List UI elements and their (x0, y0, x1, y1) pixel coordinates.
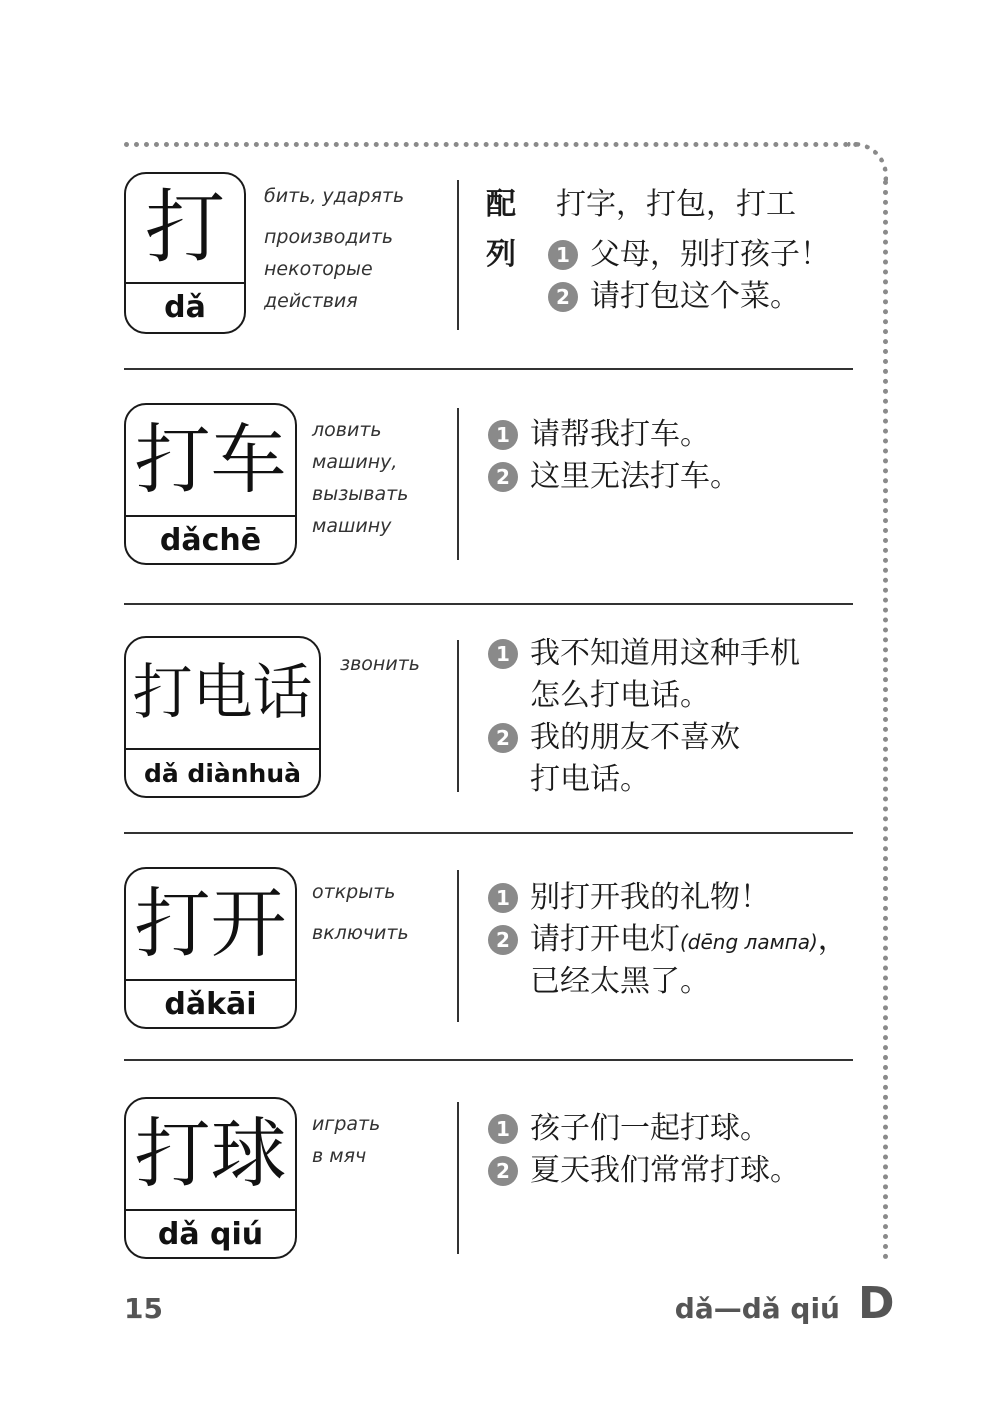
word-hanzi: 打开 (134, 879, 287, 968)
word-meaning (312, 1108, 380, 1172)
word-pinyin: dǎchē (159, 523, 262, 558)
page-number: 15 (124, 1292, 163, 1325)
word-hanzi: 打 (145, 181, 225, 274)
dotted-border-corner (848, 142, 888, 182)
collocation-label (486, 180, 516, 280)
word-pinyin: dǎ (164, 290, 206, 325)
example-punct: ， (817, 922, 848, 957)
card-divider (126, 282, 244, 284)
running-head: dǎ—dǎ qiú (674, 1292, 840, 1325)
example-number-badge: 2 (548, 282, 578, 312)
word-pinyin: dǎ diànhuà (143, 759, 302, 788)
column-divider (457, 180, 459, 330)
example-number-badge: 2 (488, 925, 518, 955)
meaning-line: ловить (312, 419, 382, 441)
example-text: 已经太黑了。 (530, 964, 710, 999)
word-card (124, 1097, 297, 1259)
card-divider (126, 1209, 295, 1211)
meaning-line: производить (264, 226, 394, 248)
collocation-label-char: 列 (486, 237, 516, 272)
entry-divider (124, 832, 853, 834)
example-number-badge: 1 (488, 639, 518, 669)
column-divider (457, 870, 459, 1022)
dotted-border-right (883, 180, 888, 1260)
meaning-line: открыть (312, 881, 396, 903)
example-number-badge: 1 (488, 883, 518, 913)
word-hanzi: 打电话 (132, 658, 313, 728)
example-text: 这里无法打车。 (530, 459, 740, 494)
card-divider (126, 748, 319, 750)
example-text: 父母，别打孩子！ (590, 237, 830, 272)
example-number-badge: 2 (488, 462, 518, 492)
collocations: 打字，打包，打工 (556, 187, 796, 222)
entry-divider (124, 603, 853, 605)
example-text: 打电话。 (530, 762, 650, 797)
example-number-badge: 2 (488, 723, 518, 753)
entry-divider (124, 368, 853, 370)
meaning-line: некоторые (264, 258, 373, 280)
example-text: 孩子们一起打球。 (530, 1111, 770, 1146)
example-text-main: 请打开电灯 (530, 922, 680, 957)
example-text: 请打包这个菜。 (590, 279, 800, 314)
word-pinyin: dǎkāi (164, 987, 257, 1022)
example-number-badge: 1 (548, 240, 578, 270)
card-divider (126, 515, 295, 517)
example-text: 夏天我们常常打球。 (530, 1153, 800, 1188)
meaning-line: звонить (340, 653, 420, 675)
example-number-badge: 2 (488, 1156, 518, 1186)
word-hanzi: 打球 (134, 1109, 287, 1198)
example-text: 别打开我的礼物！ (530, 880, 770, 915)
word-card (124, 172, 246, 334)
example-text (530, 919, 848, 963)
word-meaning (340, 648, 420, 680)
example-text: 我的朋友不喜欢 (530, 720, 740, 755)
word-pinyin: dǎ qiú (157, 1217, 264, 1252)
meaning-line: бить, ударять (264, 185, 405, 207)
example-number-badge: 1 (488, 420, 518, 450)
column-divider (457, 1102, 459, 1254)
column-divider (457, 640, 459, 792)
dotted-border-top (124, 142, 859, 147)
meaning-line: машину (312, 515, 392, 537)
meaning-line: действия (264, 290, 358, 312)
meaning-line: вызывать (312, 483, 409, 505)
word-hanzi: 打车 (134, 415, 287, 504)
meaning-line: играть (312, 1113, 381, 1135)
word-meaning (312, 876, 409, 949)
word-meaning (312, 414, 408, 542)
collocation-label-char: 配 (486, 187, 516, 222)
example-text: 我不知道用这种手机 (530, 636, 800, 671)
card-divider (126, 979, 295, 981)
word-meaning (264, 180, 404, 317)
example-text: 怎么打电话。 (530, 678, 710, 713)
section-letter: D (858, 1278, 895, 1329)
meaning-line: в мяч (312, 1145, 367, 1167)
example-number-badge: 1 (488, 1114, 518, 1144)
example-text: 请帮我打车。 (530, 417, 710, 452)
example-gloss: (dēng лампа) (680, 930, 818, 954)
entry-divider (124, 1059, 853, 1061)
meaning-line: включить (312, 922, 409, 944)
column-divider (457, 408, 459, 560)
word-card (124, 867, 297, 1029)
word-card (124, 636, 321, 798)
word-card (124, 403, 297, 565)
meaning-line: машину, (312, 451, 398, 473)
